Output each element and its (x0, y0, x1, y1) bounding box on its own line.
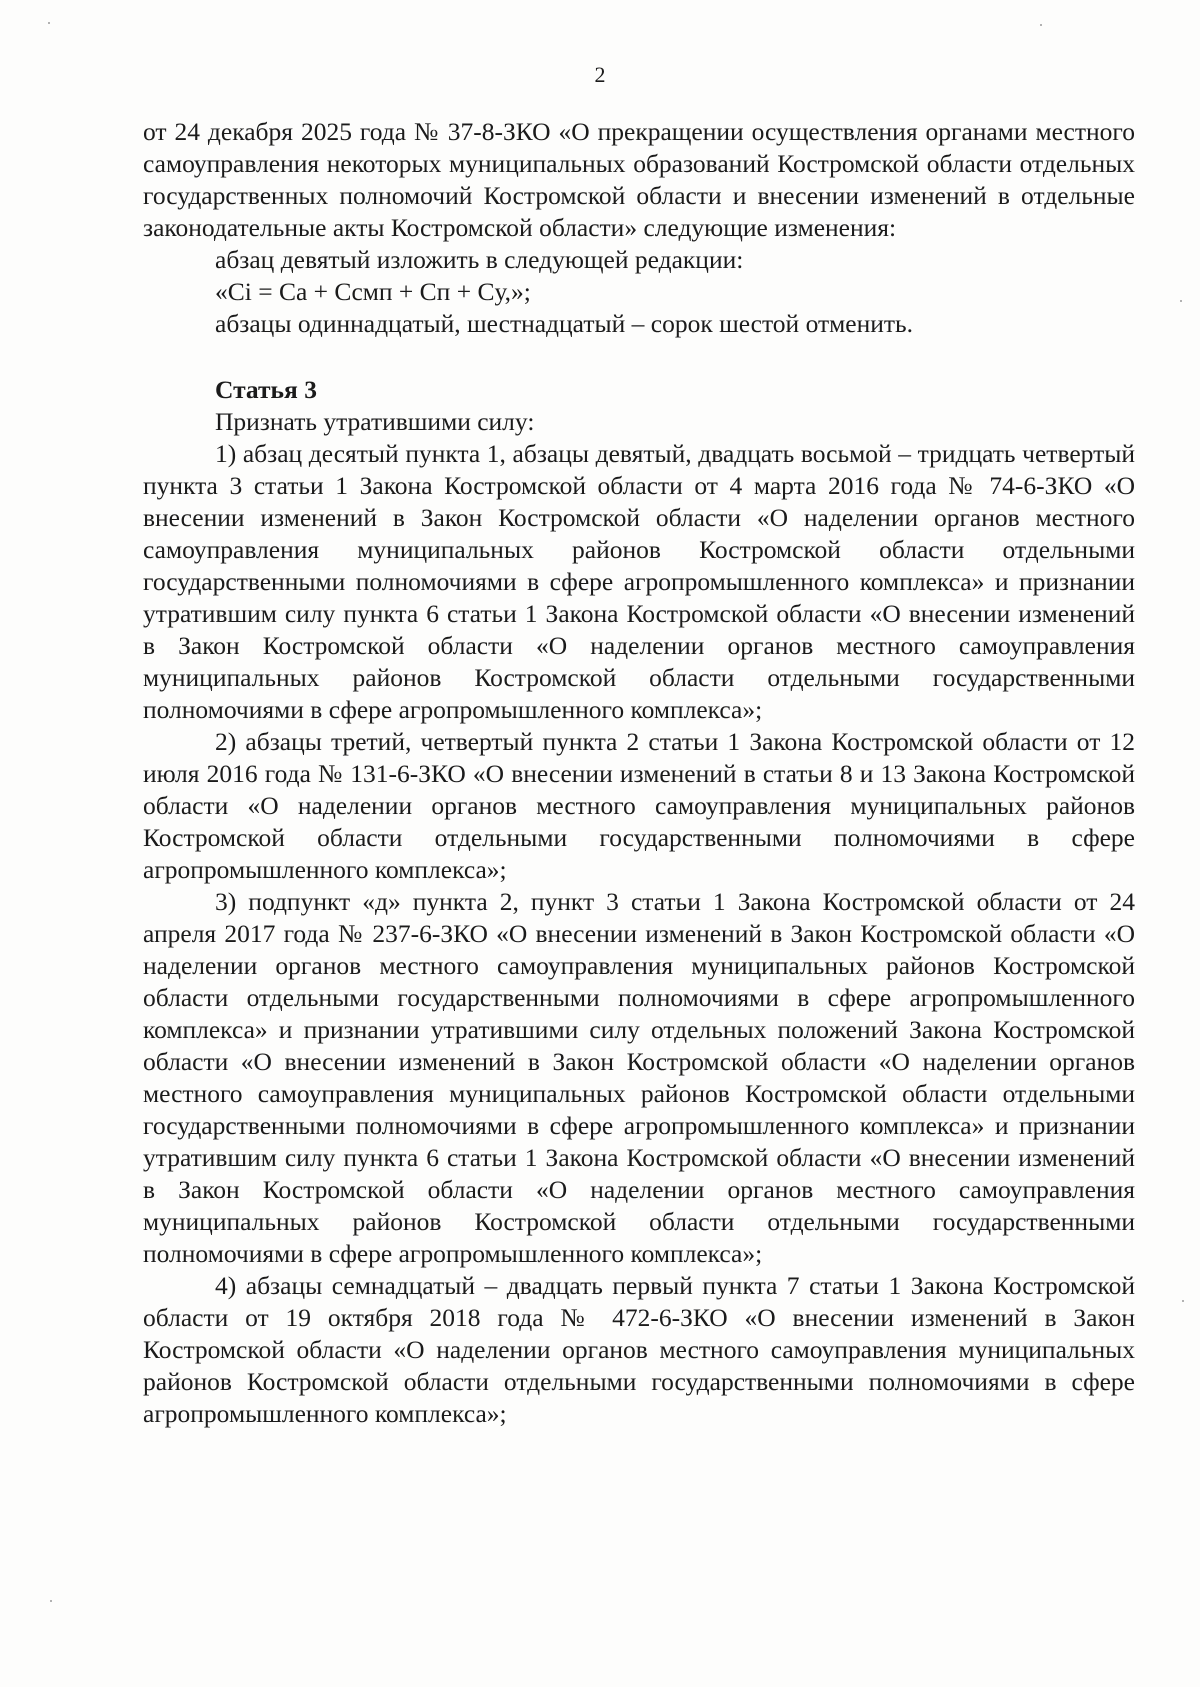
scan-speck (1182, 1300, 1184, 1302)
amendment-paragraph: абзацы одиннадцатый, шестнадцатый – сорок шестой отменить. (215, 309, 914, 338)
scan-speck (1040, 24, 1042, 26)
list-item: 1) абзац десятый пункта 1, абзацы девятый, двадцать восьмой – тридцать четвертый пункта 3 статьи 1 Закона Костромской области от 4 марта 2016 года № 74-6-ЗКО «О внесении изменений в Закон Костромской области «О наделении органов местного самоуправления муниципальных районов Костромской области отдельными государственными полномочиями в сфере агропромышленного комплекса» и признании утратившим силу пункта 6 статьи 1 Закона Костромской области «О внесении изменений в Закон Костромской области «О наделении органов местного самоуправления муниципальных районов Костромской области отдельными государственными полномочиями в сфере агропромышленного комплекса»; (143, 439, 1135, 724)
list-item: 4) абзацы семнадцатый – двадцать первый пункта 7 статьи 1 Закона Костромской области от 19 октября 2018 года № 472-6-ЗКО «О внесении изменений в Закон Костромской области «О наделении органов местного самоуправления муниципальных районов Костромской области отдельными государственными полномочиями в сфере агропромышленного комплекса»; (143, 1271, 1135, 1428)
list-item: 3) подпункт «д» пункта 2, пункт 3 статьи 1 Закона Костромской области от 24 апреля 2017 года № 237-6-ЗКО «О внесении изменений в Закон Костромской области «О наделении органов местного самоуправления муниципальных районов Костромской области отдельными государственными полномочиями в сфере агропромышленного комплекса» и признании утратившими силу отдельных положений Закона Костромской области «О внесении изменений в Закон Костромской области «О наделении органов местного самоуправления муниципальных районов Костромской области отдельными государственными полномочиями в сфере агропромышленного комплекса» и признании утратившим силу пункта 6 статьи 1 Закона Костромской области «О внесении изменений в Закон Костромской области «О наделении органов местного самоуправления муниципальных районов Костромской области отдельными государственными полномочиями в сфере агропромышленного комплекса»; (143, 887, 1135, 1268)
intro-paragraph: от 24 декабря 2025 года № 37-8-ЗКО «О прекращении осуществления органами местного самоуправления некоторых муниципальных образований Костромской области отдельных государственных полномочий Костромской области и внесении изменений в отдельные законодательные акты Костромской области» следующие изменения: (143, 117, 1135, 242)
formula-paragraph: «Ci = Ca + Cсмп + Cп + Cу,»; (215, 277, 531, 306)
scan-speck (48, 22, 50, 24)
scan-speck (1180, 300, 1182, 302)
article-intro: Признать утратившими силу: (215, 407, 535, 436)
page-number: 2 (594, 62, 606, 87)
document-body (143, 116, 1135, 1430)
amendment-paragraph: абзац девятый изложить в следующей редакции: (215, 245, 744, 274)
article-heading: Статья 3 (215, 375, 317, 404)
scan-speck (50, 1600, 52, 1602)
list-item: 2) абзацы третий, четвертый пункта 2 статьи 1 Закона Костромской области от 12 июля 2016 года № 131-6-ЗКО «О внесении изменений в статьи 8 и 13 Закона Костромской области «О наделении органов местного самоуправления муниципальных районов Костромской области отдельными государственными полномочиями в сфере агропромышленного комплекса»; (143, 727, 1135, 884)
